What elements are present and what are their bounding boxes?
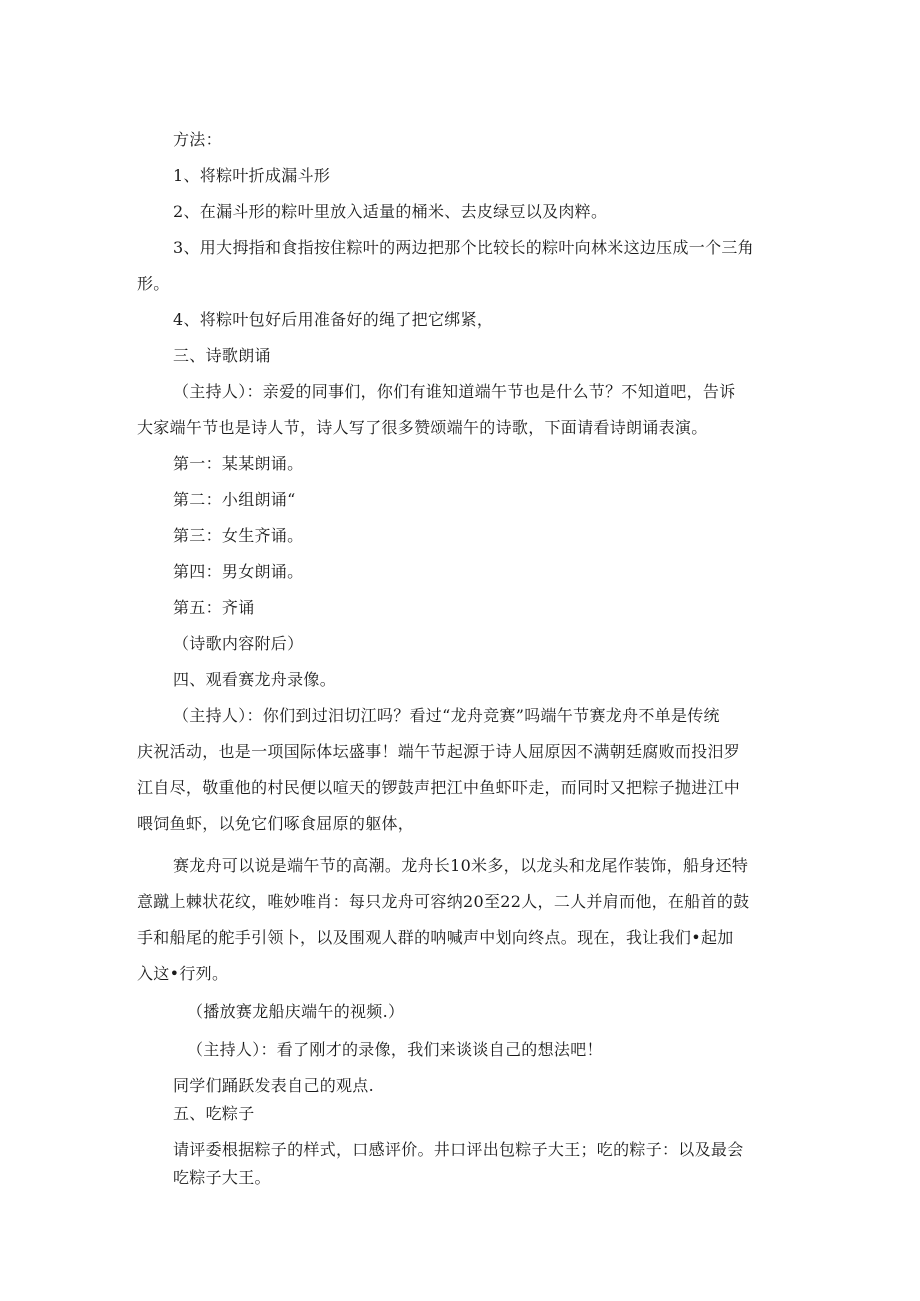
poem-note: （诗歌内容附后） — [173, 634, 304, 653]
recital-2: 第二：小组朗诵“ — [173, 490, 296, 509]
dragon-paragraph-line-3: 手和船尾的舵手引领卜，以及围观人群的呐喊声中划向终点。现在，我让我们•起加 — [137, 928, 734, 947]
recital-1: 第一：某某朗诵。 — [173, 454, 304, 473]
method-heading: 方法： — [173, 130, 222, 149]
dragon-paragraph-line-2: 意蹴上棘状花纹，唯妙唯肖：每只龙舟可容纳20至22人，二人并肩而他，在船首的鼓 — [137, 892, 750, 911]
step-4: 4、将粽叶包好后用准备好的绳了把它绑紧， — [173, 310, 494, 329]
recital-3: 第三：女生齐诵。 — [173, 526, 304, 545]
recital-4: 第四：男女朗诵。 — [173, 562, 304, 581]
host-paragraph-1-line-1: （主持人）：亲爱的同事们，你们有谁知道端午节也是什么节？不知道吧，告诉 — [173, 382, 736, 401]
host-paragraph-1-line-2: 大家端午节也是诗人节，诗人写了很多赞颂端午的诗歌，下面请看诗朗诵表演。 — [137, 418, 708, 437]
dragon-paragraph-line-1: 赛龙舟可以说是端午节的高潮。龙舟长10米多，以龙头和龙尾作装饰，船身还特 — [173, 856, 749, 875]
host-paragraph-3: （主持人）：看了刚才的录像，我们来谈谈自己的想法吧！ — [187, 1040, 603, 1059]
host-paragraph-2-line-3: 江自尽，敬重他的村民便以喧天的锣鼓声把江中鱼虾吓走，而同时又把粽子抛进江中 — [137, 778, 741, 797]
section-5-heading: 五、吃粽子 — [173, 1104, 255, 1123]
host-paragraph-2-line-4: 喂饲鱼虾，以免它们啄食屈原的躯体， — [137, 814, 415, 833]
recital-5: 第五：齐诵 — [173, 598, 255, 617]
step-1: 1、将粽叶折成漏斗形 — [173, 166, 331, 185]
step-3: 3、用大拇指和食指按住粽叶的两边把那个比较长的粽叶向林米这边压成一个三角 — [173, 238, 754, 257]
host-paragraph-2-line-2: 庆祝活动，也是一项国际体坛盛事！端午节起源于诗人屈原因不满朝廷腐败而投汨罗 — [137, 742, 741, 761]
judges-paragraph-line-2: 吃粽子大王。 — [173, 1168, 271, 1187]
section-4-heading: 四、观看赛龙舟录像。 — [173, 670, 337, 689]
step-2: 2、在漏斗形的粽叶里放入适量的桶米、去皮绿豆以及肉粹。 — [173, 202, 608, 221]
students-speak: 同学们踊跃发表自己的观点. — [173, 1076, 374, 1095]
video-note: （播放赛龙船庆端午的视频.） — [187, 1002, 405, 1021]
dragon-paragraph-line-4: 入这•行列。 — [137, 964, 229, 983]
section-3-heading: 三、诗歌朗诵 — [173, 346, 271, 365]
host-paragraph-2-line-1: （主持人）：你们到过汨切江吗？看过“龙舟竞赛”吗端午节赛龙舟不单是传统 — [173, 706, 720, 725]
judges-paragraph-line-1: 请评委根据粽子的样式，口感评价。井口评出包粽子大王；吃的粽子：以及最会 — [173, 1140, 744, 1159]
step-3-continued: 形。 — [137, 274, 170, 293]
